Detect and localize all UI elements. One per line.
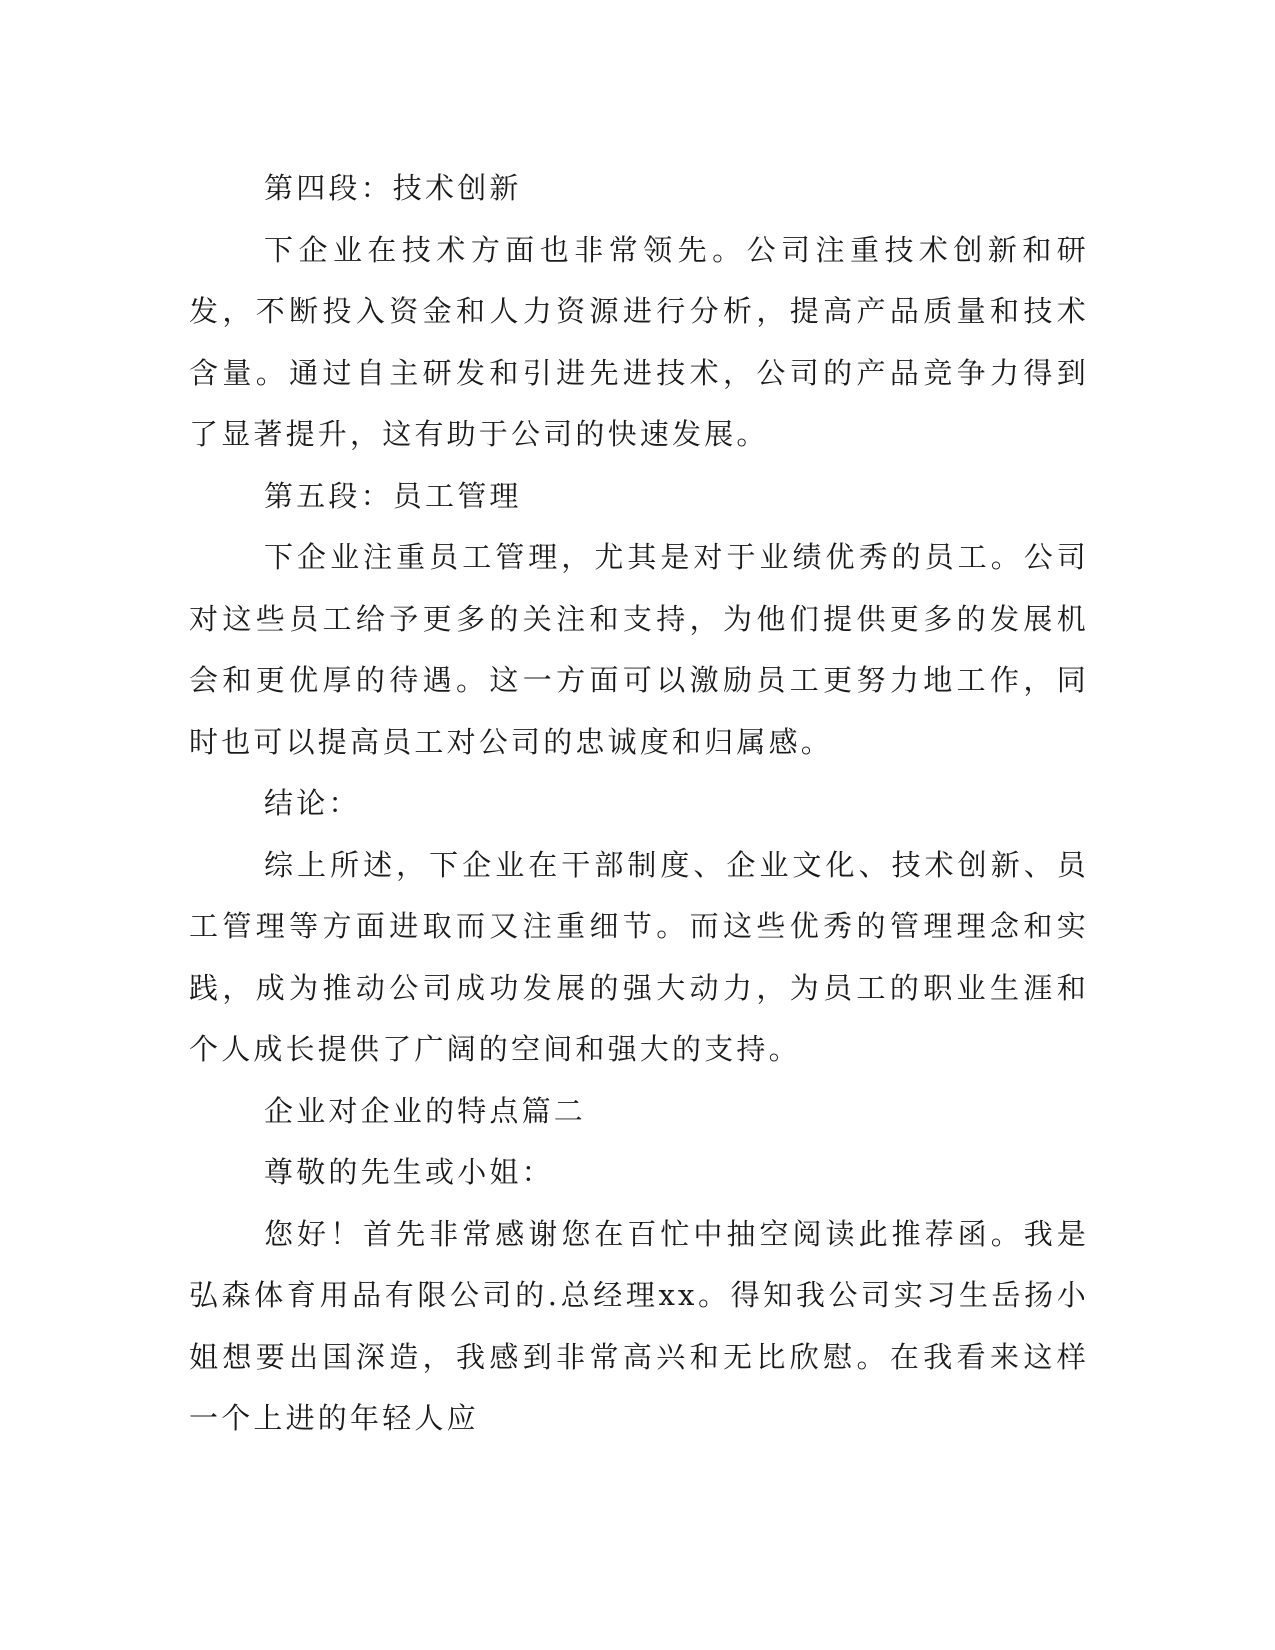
letter-salutation: 尊敬的先生或小姐： (264, 1155, 554, 1189)
letter-body-paragraph: 您好！首先非常感谢您在百忙中抽空阅读此推荐函。我是弘森体育用品有限公司的.总经理xx。得知我公司实习生岳扬小姐想要出国深造，我感到非常高兴和无比欣慰。在我看来这样一个上进的年轻人应 (189, 1216, 1089, 1435)
article-title-part-two: 企业对企业的特点篇二 (264, 1093, 587, 1128)
paragraph-conclusion: 综上所述，下企业在干部制度、企业文化、技术创新、员工管理等方面进取而又注重细节。而这些优秀的管理理念和实践，成为推动公司成功发展的强大动力，为员工的职业生涯和个人成长提供了广阔的空间和强大的支持。 (189, 847, 1089, 1066)
document-body (189, 158, 1089, 1450)
paragraph-tech-innovation: 下企业在技术方面也非常领先。公司注重技术创新和研发，不断投入资金和人力资源进行分析，提高产品质量和技术含量。通过自主研发和引进先进技术，公司的产品竞争力得到了显著提升，这有助于公司的快速发展。 (189, 232, 1089, 451)
section-heading-conclusion: 结论： (264, 786, 361, 820)
section-heading-employee-management: 第五段：员工管理 (264, 478, 522, 513)
paragraph-employee-management: 下企业注重员工管理，尤其是对于业绩优秀的员工。公司对这些员工给予更多的关注和支持，为他们提供更多的发展机会和更优厚的待遇。这一方面可以激励员工更努力地工作，同时也可以提高员工对公司的忠诚度和归属感。 (189, 540, 1089, 759)
section-heading-tech-innovation: 第四段：技术创新 (264, 171, 522, 205)
